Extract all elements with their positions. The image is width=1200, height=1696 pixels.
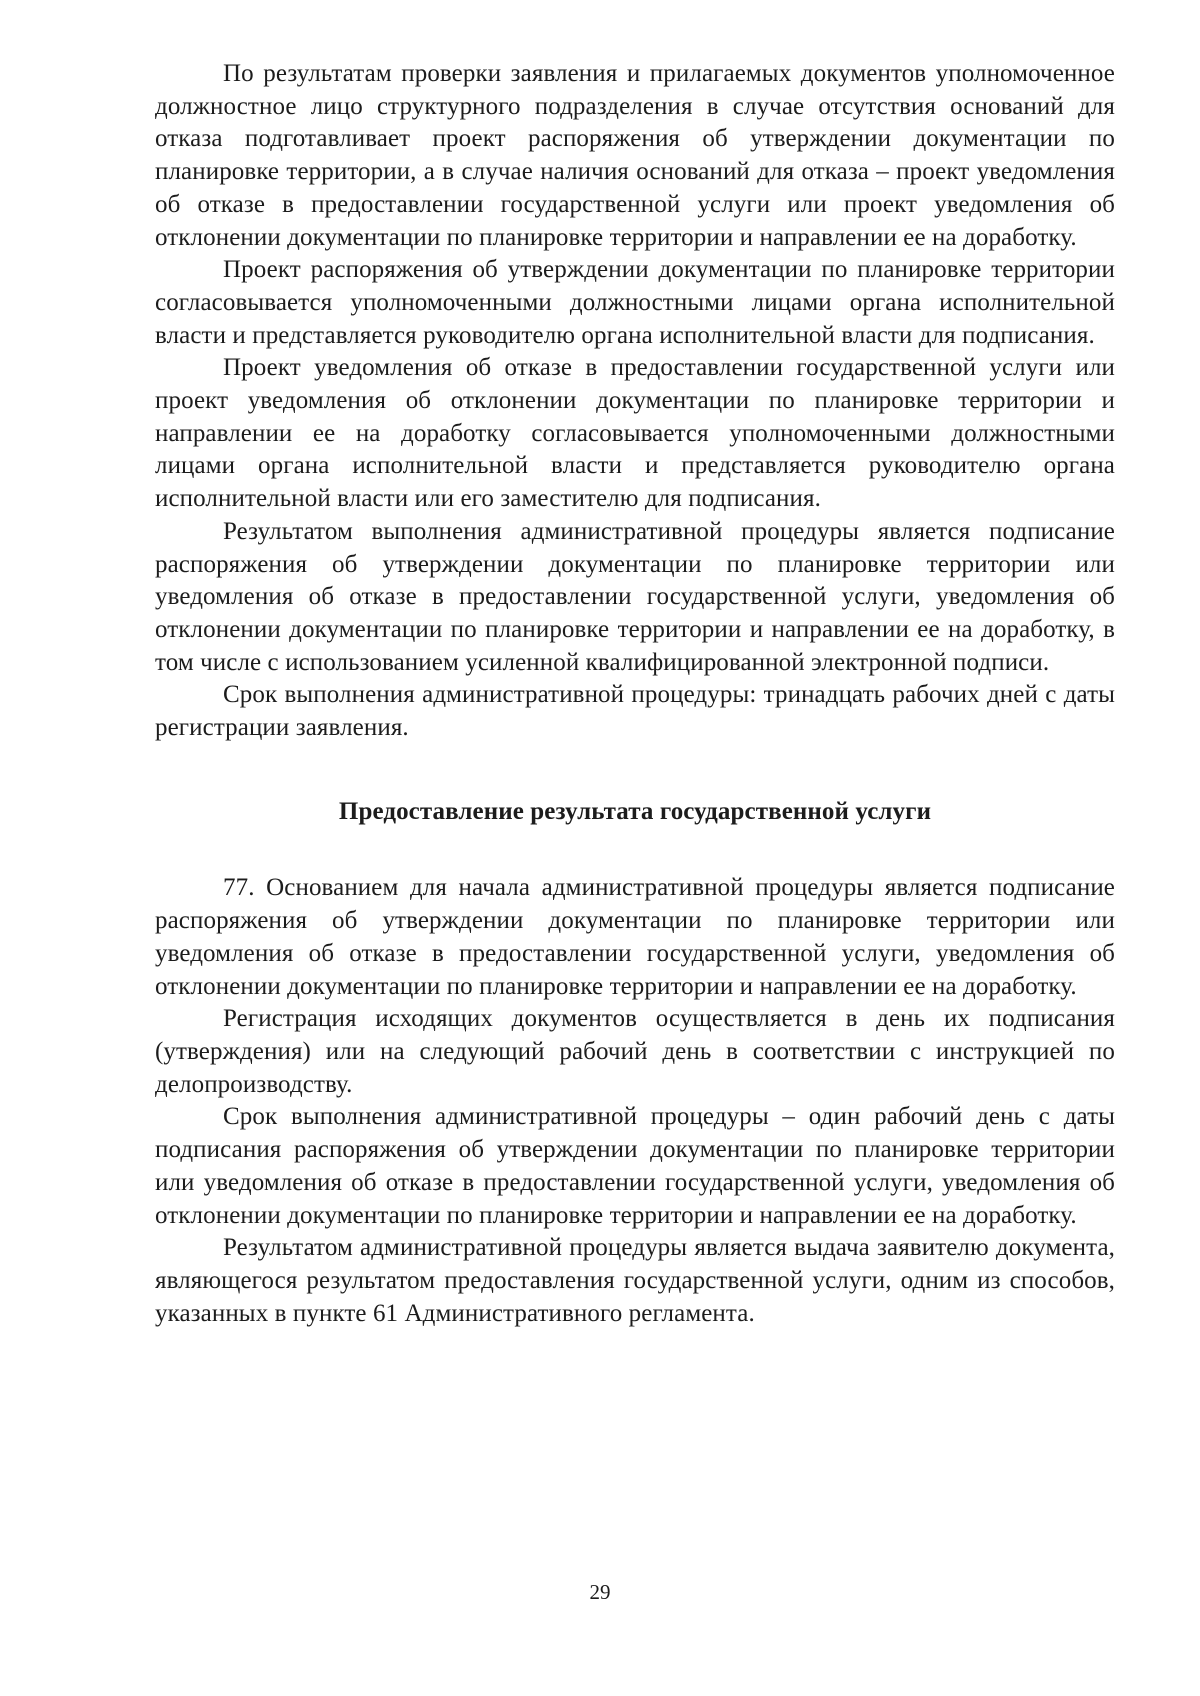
paragraph-registration: Регистрация исходящих документов осуществляется в день их подписания (утверждения) или на следующий рабочий день в соответствии с инструкцией по делопроизводству. [155,1005,1115,1098]
paragraph-refusal-draft: Проект уведомления об отказе в предоставлении государственной услуги или проект уведомления об отклонении документации по планировке территории и направлении ее на доработку согласовывается уполномоченными должностными лицами органа исполнительной власти и представляется руководителю органа исполнительной власти или его заместителю для подписания. [155,354,1115,513]
document-body [155,58,1115,1330]
page-number: 29 [589,1580,611,1604]
paragraph-item-77: 77. Основанием для начала административной процедуры является подписание распоряжения об утверждении документации по планировке территории или уведомления об отказе в предоставлении государственной услуги, уведомления об отклонении документации по планировке территории и направлении ее на доработку. [155,874,1115,1000]
paragraph-procedure-deadline: Срок выполнения административной процедуры: тринадцать рабочих дней с даты регистрации заявления. [155,681,1115,742]
paragraph-result-issuance: Результатом административной процедуры является выдача заявителю документа, являющегося результатом предоставления государственной услуги, одним из способов, указанных в пункте 61 Административного регламента. [155,1234,1115,1327]
paragraph-result-deadline: Срок выполнения административной процедуры – один рабочий день с даты подписания распоряжения об утверждении документации по планировке территории или уведомления об отказе в предоставлении государственной услуги, уведомления об отклонении документации по планировке территории и направлении ее на доработку. [155,1103,1115,1229]
paragraph-approval-draft: Проект распоряжения об утверждении документации по планировке территории согласовывается уполномоченными должностными лицами органа исполнительной власти и представляется руководителю органа исполнительной власти для подписания. [155,256,1115,349]
paragraph-review-results: По результатам проверки заявления и прилагаемых документов уполномоченное должностное лицо структурного подразделения в случае отсутствия оснований для отказа подготавливает проект распоряжения об утверждении документации по планировке территории, а в случае наличия оснований для отказа – проект уведомления об отказе в предоставлении государственной услуги или проект уведомления об отклонении документации по планировке территории и направлении ее на доработку. [155,60,1115,251]
paragraph-procedure-result: Результатом выполнения административной процедуры является подписание распоряжения об утверждении документации по планировке территории или уведомления об отказе в предоставлении государственной услуги, уведомления об отклонении документации по планировке территории и направлении ее на доработку, в том числе с использованием усиленной квалифицированной электронной подписи. [155,517,1115,676]
section-heading: Предоставление результата государственной услуги [338,797,932,825]
